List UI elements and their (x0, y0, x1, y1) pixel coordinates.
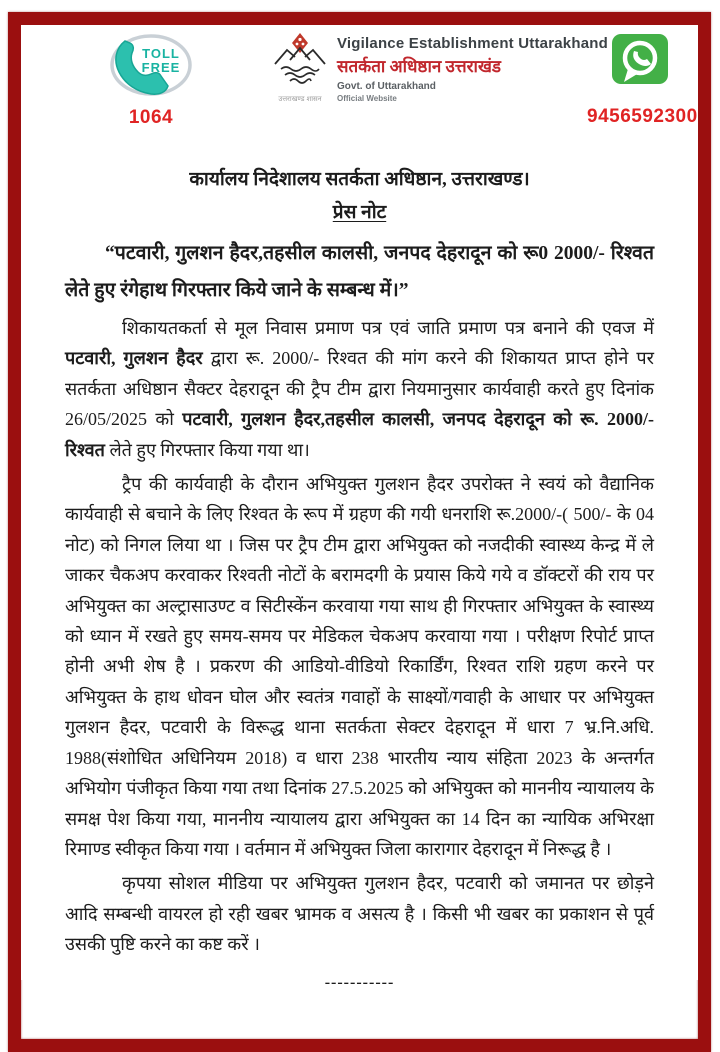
org-block (271, 31, 608, 104)
para1-seg: लेते हुए गिरफ्तार किया गया था। (104, 439, 310, 460)
emblem-caption: उत्तराखण्ड शासन (278, 96, 322, 103)
whatsapp-number: 9456592300 (587, 106, 698, 127)
para1-seg-bold: पटवारी, गुलशन हैदर (65, 348, 203, 369)
subject-line: “पटवारी, गुलशन हैदर,तहसील कालसी, जनपद देहरादून को रू0 2000/- रिश्वत लेते हुए रंगेहाथ गिरफ्तार किये जाने के सम्बन्ध में।” (65, 243, 654, 301)
para1-seg-bold: पटवारी, गुलशन हैदर,तहसील कालसी, जनपद देहरादून को रू. 2000/- रिश्वत (65, 409, 654, 460)
tollfree-phone-icon (109, 33, 193, 97)
tollfree-label: TOLL FREE (141, 46, 181, 75)
press-note-text: प्रेस नोट (332, 202, 387, 223)
closing-dashes: ----------- (324, 973, 395, 991)
paragraph-2: ट्रैप की कार्यवाही के दौरान अभियुक्त गुलशन हैदर उपरोक्त ने स्वयं को वैद्यानिक कार्यवाही से बचाने के लिए रिश्वत के रूप में ग्रहण की गयी धनराशि रू.2000/-( 500/- के 04 नोट) को निगल लिया था । जिस पर ट्रैप टीम द्वारा अभियुक्त को नजदीकी स्वास्थ्य केन्द्र में ले जाकर चैकअप करवाकर रिश्वती नोटों के बरामदगी के प्रयास किये गये व डॉक्टरों की राय पर अभियुक्त का अल्ट्रासाउण्ट व सिटीस्केंन करवाया गया साथ ही गिरफ्तार अभियुक्त के स्वास्थ्य को ध्यान में रखते हुए समय-समय पर मेडिकल चेकअप करवाया गया । परीक्षण रिपोर्ट प्राप्त होनी अभी शेष है । प्रकरण की आडियो-वीडियो रिकार्डिंग, रिश्वत राशि ग्रहण करने पर अभियुक्त के हाथ धोवन घोल और स्वतंत्र गवाहों के साक्ष्यों/गवाही के आधार पर अभियुक्त गुलशन हैदर, पटवारी के विरूद्ध थाना सतर्कता सेक्टर देहरादून में धारा 7 भ्र.नि.अधि. 1988(संशोधित अधिनियम 2018) व धारा 238 भारतीय न्याय संहिता 2023 के अन्तर्गत अभियोग पंजीकृत किया गया तथा दिनांक 27.5.2025 को अभियुक्त को माननीय न्यायालय के समक्ष पेश किया गया, माननीय न्यायालय द्वारा अभियुक्त का 14 दिन का न्यायिक अभिरक्षा रिमाण्ड स्वीकृत किया गया । वर्तमान में अभियुक्त जिला कारागार देहरादून में निरूद्ध है । (65, 474, 654, 859)
tollfree-number: 1064 (128, 107, 174, 128)
org-website-line: Official Website (337, 94, 397, 103)
para1-seg: शिकायतकर्ता से मूल निवास प्रमाण पत्र एवं जाति प्रमाण पत्र बनाने की एवज में (122, 318, 654, 338)
org-title-hi: सतर्कता अधिष्ठान उत्तराखंड (337, 57, 501, 76)
paragraph-3: कृपया सोशल मीडिया पर अभियुक्त गुलशन हैदर, पटवारी को जमानत पर छोड़ने आदि सम्बन्धी वायरल हो रही खबर भ्रामक व असत्य है । किसी भी खबर का प्रकाशन से पूर्व उसकी पुष्टि करने का कष्ट करें । (65, 873, 654, 955)
document-content (21, 25, 698, 991)
org-text (337, 31, 608, 104)
para1-seg: द्वारा रू. 2000/- रिश्वत की मांग करने की शिकायत प्राप्त होने पर सतर्कता अधिष्ठान सैक्टर देहरादून की ट्रैप टीम द्वारा नियमानुसार कार्यवाही करते हुए दिनांक 26/05/2025 को (65, 348, 654, 430)
press-note-heading (65, 200, 654, 226)
paragraph-1 (65, 313, 654, 465)
org-title-en: Vigilance Establishment Uttarakhand (337, 35, 608, 52)
tollfree-block (107, 33, 195, 129)
press-note-body (21, 167, 698, 992)
header (21, 25, 698, 165)
uttarakhand-emblem (271, 31, 329, 104)
office-title: कार्यालय निदेशालय सतर्कता अधिष्ठान, उत्तराखण्ड। (189, 169, 530, 190)
whatsapp-block (587, 33, 698, 128)
org-govt-line: Govt. of Uttarakhand (337, 81, 436, 92)
emblem-icon (273, 31, 327, 89)
whatsapp-icon (611, 33, 669, 89)
